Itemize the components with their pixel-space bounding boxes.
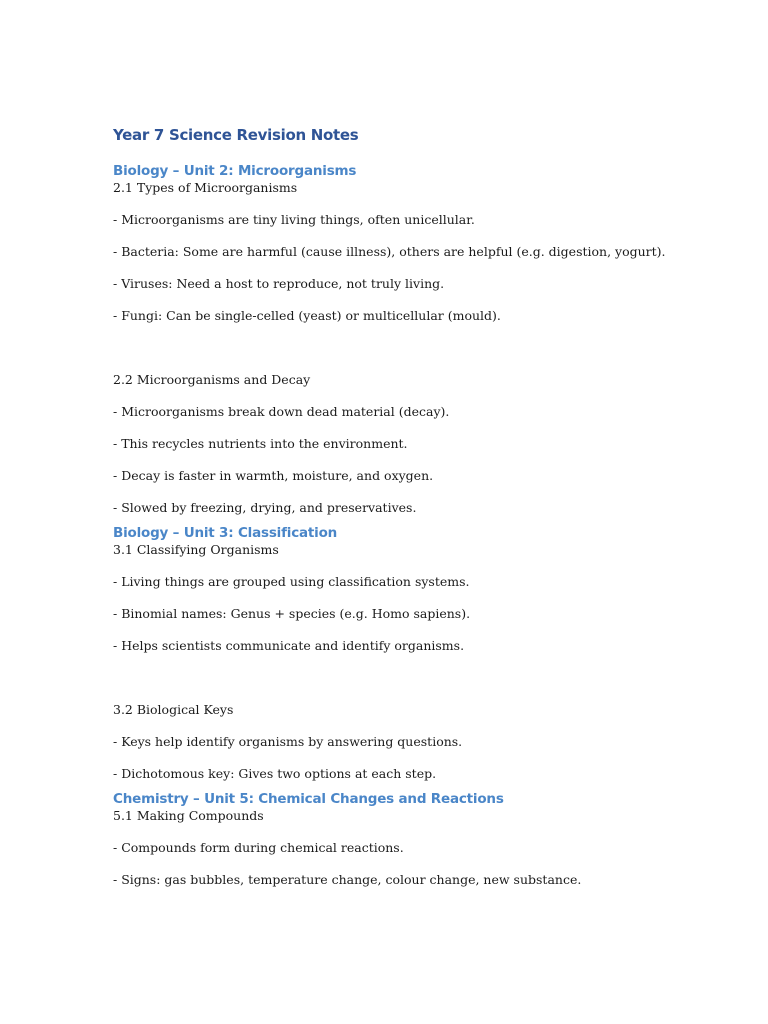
bullet-point: - Microorganisms break down dead material (decay).	[113, 404, 450, 419]
bullet-point: - Signs: gas bubbles, temperature change, colour change, new substance.	[113, 872, 582, 887]
bullet-point: - Helps scientists communicate and identify organisms.	[113, 638, 465, 653]
bullet-point: - Slowed by freezing, drying, and preservatives.	[113, 500, 417, 515]
bullet-point: - Living things are grouped using classification systems.	[113, 574, 470, 589]
bullet-point: - Keys help identify organisms by answering questions.	[113, 734, 463, 749]
bullet-point: - Bacteria: Some are harmful (cause illness), others are helpful (e.g. digestion, yogurt).	[113, 244, 666, 259]
subsection-heading: 2.2 Microorganisms and Decay	[113, 372, 311, 387]
section-chemical-changes	[113, 790, 733, 888]
subsection-heading: 3.1 Classifying Organisms	[113, 542, 279, 557]
document-body	[113, 124, 733, 904]
bullet-point: - Dichotomous key: Gives two options at each step.	[113, 766, 437, 781]
bullet-point: - Compounds form during chemical reactions.	[113, 840, 404, 855]
bullet-point: - Microorganisms are tiny living things, often unicellular.	[113, 212, 475, 227]
blank-line	[113, 670, 733, 702]
subsection-heading: 3.2 Biological Keys	[113, 702, 234, 717]
section-heading: Chemistry – Unit 5: Chemical Changes and Reactions	[113, 791, 504, 807]
section-heading: Biology – Unit 2: Microorganisms	[113, 163, 357, 179]
section-microorganisms	[113, 162, 733, 516]
bullet-point: - Decay is faster in warmth, moisture, and oxygen.	[113, 468, 434, 483]
bullet-point: - Fungi: Can be single-celled (yeast) or multicellular (mould).	[113, 308, 501, 323]
bullet-point: - Binomial names: Genus + species (e.g. Homo sapiens).	[113, 606, 471, 621]
bullet-point: - Viruses: Need a host to reproduce, not truly living.	[113, 276, 445, 291]
section-classification	[113, 524, 733, 782]
subsection-heading: 2.1 Types of Microorganisms	[113, 180, 298, 195]
bullet-point: - This recycles nutrients into the environment.	[113, 436, 408, 451]
section-heading: Biology – Unit 3: Classification	[113, 525, 338, 541]
document-title: Year 7 Science Revision Notes	[113, 126, 359, 144]
blank-line	[113, 340, 733, 372]
subsection-heading: 5.1 Making Compounds	[113, 808, 264, 823]
